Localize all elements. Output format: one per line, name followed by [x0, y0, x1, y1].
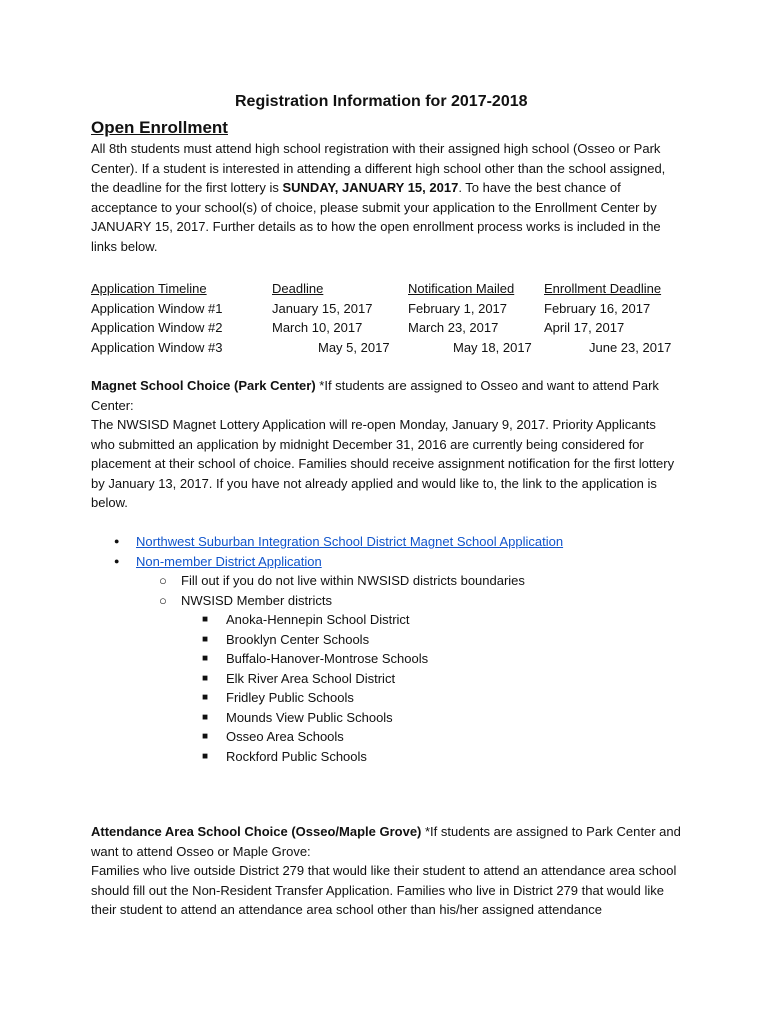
table-cell: March 23, 2017 [408, 320, 499, 335]
square-bullet-icon: ■ [202, 711, 209, 723]
list-item [91, 552, 681, 572]
district-item [91, 649, 681, 669]
table-cell: June 23, 2017 [589, 339, 672, 355]
header-deadline: Deadline [272, 281, 324, 296]
sub-item-text: Fill out if you do not live within NWSISD districts boundaries [181, 573, 525, 588]
magnet-body: The NWSISD Magnet Lottery Application will re-open Monday, January 9, 2017. Priority Applicants who submitted an application by midnight December 31, 2016 are currently being considered for placement at their school of choice. Families should receive assignment notification for the first lottery by January 13, 2017. If you have not already applied and would like to, the link to the application is below. [91, 417, 675, 510]
district-name: Brooklyn Center Schools [226, 631, 370, 647]
application-timeline-table [91, 279, 681, 357]
attendance-note: *If students are assigned to Park Center and want to attend Osseo or Maple Grove: [91, 824, 681, 859]
district-item [91, 747, 681, 767]
table-row [91, 338, 681, 358]
list-item [91, 571, 681, 591]
square-bullet-icon: ■ [202, 692, 209, 703]
district-name: Osseo Area Schools [226, 729, 344, 744]
district-name: Buffalo-Hanover-Montrose Schools [226, 651, 429, 666]
open-enrollment-heading: Open Enrollment [91, 118, 228, 137]
table-row [91, 318, 681, 338]
table-header-row [91, 279, 681, 299]
square-bullet-icon: ■ [202, 653, 209, 664]
district-item [91, 727, 681, 747]
list-item [91, 532, 681, 552]
district-name: Rockford Public Schools [226, 748, 367, 764]
district-name: Fridley Public Schools [226, 690, 354, 705]
district-name: Elk River Area School District [226, 670, 396, 686]
district-item [91, 669, 681, 689]
attendance-body: Families who live outside District 279 that would like their student to attend an attendance area school should fill out the Non-Resident Transfer Application. Families who live in District 279 that would like their student to attend an attendance area school other than his/her assigned attendance [91, 863, 677, 917]
magnet-application-links [91, 532, 681, 766]
table-cell: Application Window #2 [91, 320, 223, 335]
table-cell: February 1, 2017 [408, 300, 508, 316]
magnet-heading: Magnet School Choice (Park Center) [91, 378, 316, 393]
magnet-application-link[interactable]: Northwest Suburban Integration School District Magnet School Application [136, 534, 564, 549]
open-enrollment-text-a: All 8th students must attend high school registration with their assigned high school (Osseo or Park Center). If a student is interested in attending a different high school other than the school assigned, the deadline for the first lottery is [91, 141, 666, 195]
open-enrollment-text-b: . To have the best chance of acceptance to your school(s) of choice, please submit your application to the Enrollment Center by JANUARY 15, 2017. Further details as to how the open enrollment process works is included in the links below. [91, 180, 661, 254]
table-cell: Application Window #1 [91, 300, 223, 316]
magnet-note: *If students are assigned to Osseo and want to attend Park Center: [91, 378, 659, 413]
square-bullet-icon: ■ [202, 672, 209, 684]
attendance-section [91, 822, 681, 920]
district-item [91, 610, 681, 630]
district-name: Mounds View Public Schools [226, 709, 393, 725]
district-name: Anoka-Hennepin School District [226, 612, 410, 627]
district-item [91, 688, 681, 708]
circle-bullet-icon: ○ [159, 592, 167, 608]
list-item [91, 591, 681, 611]
lottery-deadline-bold: SUNDAY, JANUARY 15, 2017 [282, 180, 459, 195]
attendance-heading: Attendance Area School Choice (Osseo/Maple Grove) [91, 824, 422, 839]
table-cell: April 17, 2017 [544, 320, 625, 335]
header-application-timeline: Application Timeline [91, 281, 207, 296]
non-member-application-link[interactable]: Non-member District Application [136, 553, 322, 569]
table-row [91, 299, 681, 319]
square-bullet-icon: ■ [202, 633, 209, 645]
table-cell: May 18, 2017 [453, 339, 532, 355]
table-cell: May 5, 2017 [318, 339, 390, 355]
table-cell: February 16, 2017 [544, 300, 651, 316]
square-bullet-icon: ■ [202, 614, 209, 625]
bullet-icon: ● [114, 536, 120, 546]
sub-item-text: NWSISD Member districts [181, 592, 332, 608]
bullet-icon: ● [114, 555, 120, 566]
square-bullet-icon: ■ [202, 750, 209, 762]
open-enrollment-paragraph [91, 139, 681, 256]
table-cell: Application Window #3 [91, 339, 223, 355]
table-cell: March 10, 2017 [272, 320, 363, 335]
square-bullet-icon: ■ [202, 731, 209, 742]
header-notification-mailed: Notification Mailed [408, 281, 515, 296]
circle-bullet-icon: ○ [159, 573, 167, 588]
page-title: Registration Information for 2017-2018 [235, 93, 528, 110]
district-item [91, 708, 681, 728]
header-enrollment-deadline: Enrollment Deadline [544, 281, 662, 296]
district-item [91, 630, 681, 650]
table-cell: January 15, 2017 [272, 300, 373, 316]
magnet-section [91, 376, 681, 513]
